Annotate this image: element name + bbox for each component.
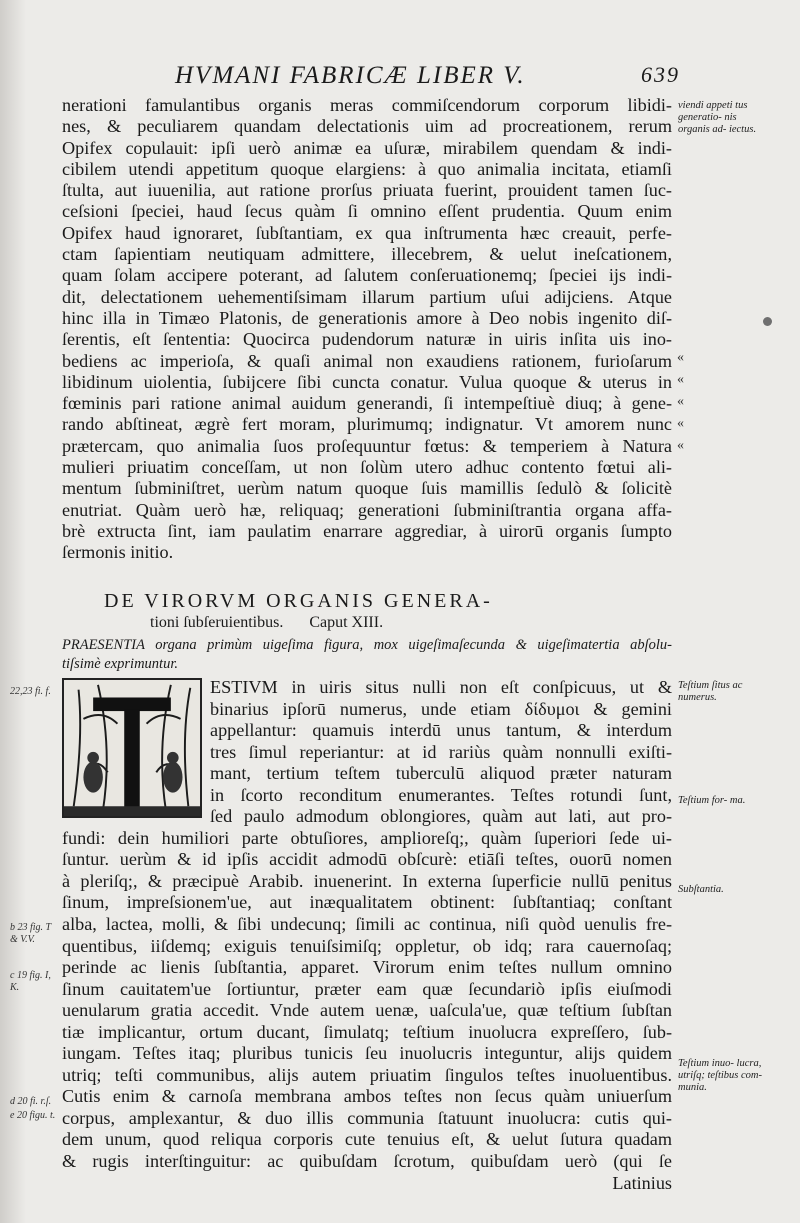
text-line: dem unum, quod reliqua corporis cute tenuius eſt, & uelut ſutura quadam (62, 1129, 672, 1150)
text-line: tiſsimè exprimuntur. (62, 656, 178, 672)
text-line: mant, tertium teſtem tuberculū aliquod præter naturam (210, 763, 672, 784)
margin-note-left: c 19 fig. I, K. (10, 970, 51, 993)
text-line: Latinius (612, 1172, 672, 1193)
text-line: tiæ implicantur, ortum ducant, ſimulatq; teſtium inuolucra expreſſero, ſub- (62, 1021, 672, 1042)
margin-note-left: b 23 fig. T & V.V. (10, 922, 51, 945)
running-head-title: HVMANI FABRICÆ LIBER V. (175, 62, 526, 89)
quotation-mark: « (677, 394, 684, 409)
text-line: ſerentis, eſt ſententia: Quocirca pudendorum naturæ in uiris inſita uis ino- (62, 329, 672, 350)
chapter-subheading (150, 614, 383, 632)
text-line: tres ſimul reperiantur: at id rariùs quàm nonnulli exiſti- (210, 741, 672, 762)
page-number: 639 (641, 62, 680, 87)
margin-note-right: viendi appeti tus generatio- nis organis ad- iectus. (678, 100, 757, 135)
text-line: Cutis enim & carnoſa membrana ambos teſtes non ſecus quàm uniuerſum (62, 1086, 672, 1107)
text-line: cibilem utendi appetitum quoque elargiens: à quo animalia incitata, etiamſi (62, 158, 672, 179)
text-line: corpus, amplexantur, & duo illis communia ſtatuunt inuolucra: cutis qui- (62, 1107, 672, 1128)
quotation-mark: « (677, 416, 684, 431)
text-line: ſuntur. uerùm & id ipſis accidit admodū obſcurè: etiāſi teſtes, ouorū nomen (62, 849, 672, 870)
text-line: libidinum uiolentia, ſubijcere ſibi cuncta conatur. Vulua quoque & uterus in (62, 371, 672, 392)
text-line: fœminis pari ratione animal auidum generandi, ſi intempeſtiuè diuq; à gene- (62, 393, 672, 414)
text-line: brè extructa ſint, iam paulatim enarrare aggrediar, à uirorū organis ſumpto (62, 520, 672, 541)
margin-note-right: Teſtium inuo- lucra, utriſq; teſtibus com- munia. (678, 1058, 762, 1093)
body-text-block (62, 677, 672, 1194)
quotation-mark: « (677, 372, 684, 387)
text-line: Opifex haud ignoraret, ſubſtantiam, ex qua inſtrumenta hæc creauit, perfe- (62, 222, 672, 243)
text-line: PRAESENTIA organa primùm uigeſima figura, mox uigeſimaſecunda & uigeſimatertia abſolu- (62, 637, 672, 653)
margin-note-right: Teſtium for- ma. (678, 795, 746, 806)
running-head (120, 62, 680, 92)
text-line: utriq; teſti communibus, alijs autem priuatim ſingulos teſtes inuoluentibus. (62, 1064, 672, 1085)
text-line: mulieri priuatim conceſſam, ut non ſolùm utero adhuc contento fœtui ali- (62, 457, 672, 478)
text-line: uenularum gratia accedit. Vnde autem uenæ, uaſcula'ue, quæ teſtium ſubſtan (62, 1000, 672, 1021)
text-line: ſinum, impreſsionem'ue, aut inæqualitatem obtinent: ſubſtantiaq; conſtant (62, 892, 672, 913)
ink-spot (763, 317, 772, 326)
chapter-intro (62, 636, 672, 674)
main-text-block (62, 95, 672, 564)
text-line: perinde ac lienis ſubſtantia, apparet. Virorum enim teſtes nullum omnino (62, 957, 672, 978)
text-line: ſtulta, aut iuuenilia, aut ratione prorſus priuata fuerint, prouident tamen ſuc- (62, 180, 672, 201)
text-line: rando abſtineat, ægrè fert moram, plurimumq; indignatur. Vt amorem nunc (62, 414, 672, 435)
margin-note-right: Teſtium ſitus ac numerus. (678, 680, 743, 703)
text-line: ſinum cauitatem'ue ſortiuntur, præter eam quæ ſecundariò ipſis eiuſmodi (62, 978, 672, 999)
text-line: ctam ſapientiam neutiquam admittere, illecebrem, & uelut ineſcationem, (62, 244, 672, 265)
text-line: appellantur: quamuis interdū unus tantum, & interdum (210, 720, 672, 741)
text-line: prætercam, quo animalia ſuos proſequuntur fœtus: & temperiem à Natura (62, 435, 672, 456)
text-line: alba, lactea, molli, & ſibi undecunq; ſimili ac continua, niſi quòd uenulis fre- (62, 914, 672, 935)
text-line: fundi: dein humiliori parte obtuſiores, amplioreſq;, quàm ſuperiori ſede ui- (62, 827, 672, 848)
text-line: dit, delectationem uehementiſsimam illarum partium uſui adijciens. Atque (62, 286, 672, 307)
text-line: quentibus, iiſdemq; exiguis tenuiſsimiſq; oppletur, ob idq; rara cauernoſaq; (62, 935, 672, 956)
margin-note-left: e 20 figu. t. (10, 1110, 56, 1121)
text-line: nerationi famulantibus organis meras commiſcendorum corporum libidi- (62, 95, 672, 115)
chapter-heading: DE VIRORVM ORGANIS GENERA- (104, 590, 493, 612)
text-line: ſed paulo admodum oblongiores, quàm aut lati, aut pro- (210, 806, 672, 827)
quotation-mark: « (677, 350, 684, 365)
text-line: ESTIVM in uiris situs nulli non eſt conſpicuus, ut & (210, 677, 672, 697)
margin-note-left: d 20 fi. r.ſ. (10, 1096, 52, 1107)
text-line: à pleriſq;, & præcipuè Arabib. inuenerint. In externa ſuperficie nullū penitus (62, 870, 672, 891)
text-line: in ſcorto reconditum enumerantes. Teſtes rotundi ſunt, (210, 784, 672, 805)
text-line: ſermonis initio. (62, 542, 174, 563)
margin-note-left: 22,23 fi. f. (10, 686, 51, 697)
text-line: enutriat. Quàm uerò hæ, reliquaq; generationi ſubminiſtrantia organa affa- (62, 499, 672, 520)
text-line: ceſsioni ſpeciei, haud ſecus quàm ſi omnino eſſent prudentia. Quum enim (62, 201, 672, 222)
text-line: mentum ſubminiſtret, uerùm natum quoque ſuis mamillis ſedulò & ſolicitè (62, 478, 672, 499)
quotation-mark: « (677, 438, 684, 453)
text-line: binarius ipſorū numerus, unde etiam δίδυμοι & gemini (210, 698, 672, 719)
page-gutter-shadow (0, 0, 26, 1223)
text-line: iungam. Teſtes itaq; pluribus tunicis ſeu inuolucris integuntur, alijs quidem (62, 1043, 672, 1064)
text-line: quam ſolam accipere poterant, ad ſalutem conſeruationemq; ſpeciei ijs indi- (62, 265, 672, 286)
text-line: bediens ac imperioſa, & quaſi animal non exaudiens rationem, furioſarum (62, 350, 672, 371)
text-line: & rugis interſtinguitur: ac quibuſdam ſcrotum, quibuſdam uerò (qui ſe (62, 1151, 672, 1172)
chapter-heading-continuation: tioni ſubſeruientibus. (150, 614, 284, 631)
text-line: Opifex copulauit: ipſi uerò animæ ea uſuræ, mirabilem quendam & indi- (62, 137, 672, 158)
margin-note-right: Subſtantia. (678, 884, 724, 895)
text-line: nes, & peculiarem quandam delectationis uim ad procreationem, rerum (62, 116, 672, 137)
text-line: hinc illa in Timæo Platonis, de generationis amore à Deo nobis ingenito diſ- (62, 307, 672, 328)
chapter-number: Caput XIII. (309, 614, 384, 631)
